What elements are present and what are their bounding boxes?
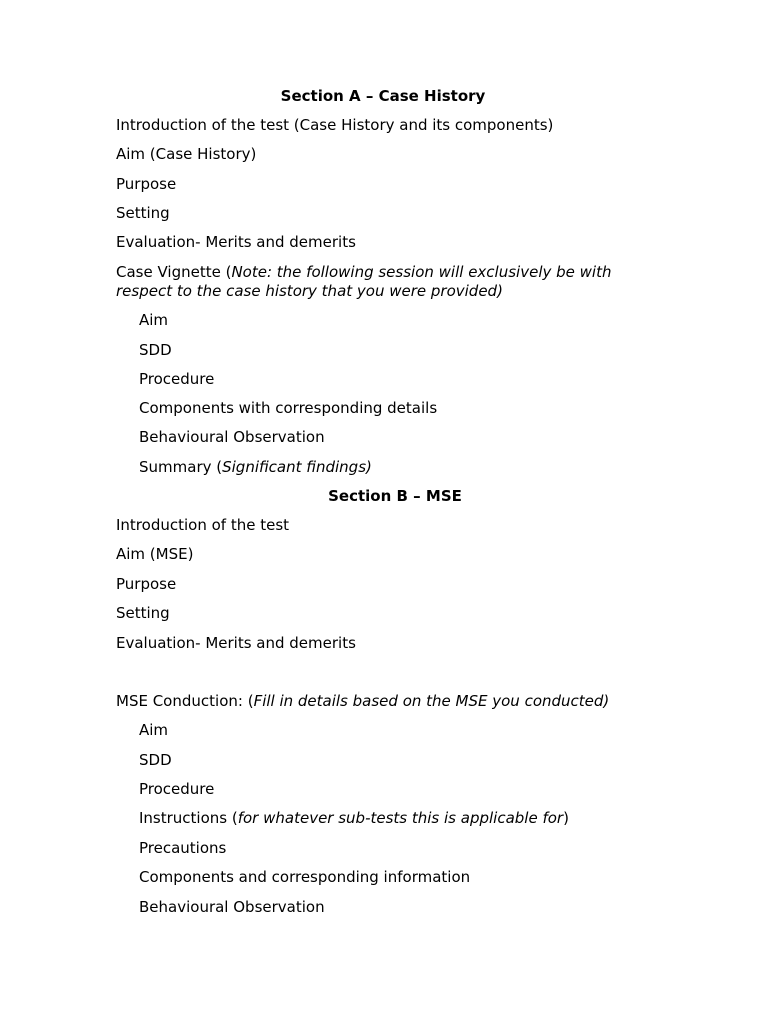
mse-conduction-line [116,692,609,711]
mse-sub-item-sdd: SDD [139,751,172,769]
section-b-item-purpose: Purpose [116,575,177,593]
section-a-item-purpose: Purpose [116,175,177,193]
vignette-sub-item-aim: Aim [139,311,169,329]
section-a-item-aim: Aim (Case History) [116,145,257,163]
summary-label: Summary ( [139,458,223,476]
vignette-sub-item-components: Components with corresponding details [139,399,438,417]
mse-sub-item-precautions: Precautions [139,839,227,857]
section-a-heading: Section A – Case History [280,87,486,105]
vignette-sub-item-sdd: SDD [139,341,172,359]
section-a-item-evaluation: Evaluation- Merits and demerits [116,233,356,251]
section-b-item-aim: Aim (MSE) [116,545,194,563]
case-vignette-note: Note: the following session will exclusively be with respect to the case history that you were provided) [116,263,612,300]
mse-sub-item-aim: Aim [139,721,169,739]
summary-italic: Significant findings) [222,458,372,476]
vignette-sub-item-summary [139,458,372,477]
mse-sub-item-procedure: Procedure [139,780,215,798]
section-b-heading: Section B – MSE [328,487,462,505]
mse-sub-item-components: Components and corresponding information [139,868,471,886]
case-vignette-label: Case Vignette ( [116,263,232,281]
section-a-item-introduction: Introduction of the test (Case History and its components) [116,116,554,134]
instructions-label: Instructions ( [139,809,238,827]
instructions-suffix: ) [563,809,569,827]
vignette-sub-item-behavioural: Behavioural Observation [139,428,325,446]
mse-conduction-label: MSE Conduction: ( [116,692,254,710]
section-b-item-evaluation: Evaluation- Merits and demerits [116,634,356,652]
instructions-italic: for whatever sub-tests this is applicable for [237,809,564,827]
mse-sub-item-instructions [139,809,569,828]
case-vignette-paragraph [116,263,656,301]
vignette-sub-item-procedure: Procedure [139,370,215,388]
section-b-item-setting: Setting [116,604,170,622]
mse-sub-item-behavioural: Behavioural Observation [139,898,325,916]
mse-conduction-italic: Fill in details based on the MSE you conducted) [253,692,610,710]
section-a-item-setting: Setting [116,204,170,222]
section-b-item-introduction: Introduction of the test [116,516,290,534]
